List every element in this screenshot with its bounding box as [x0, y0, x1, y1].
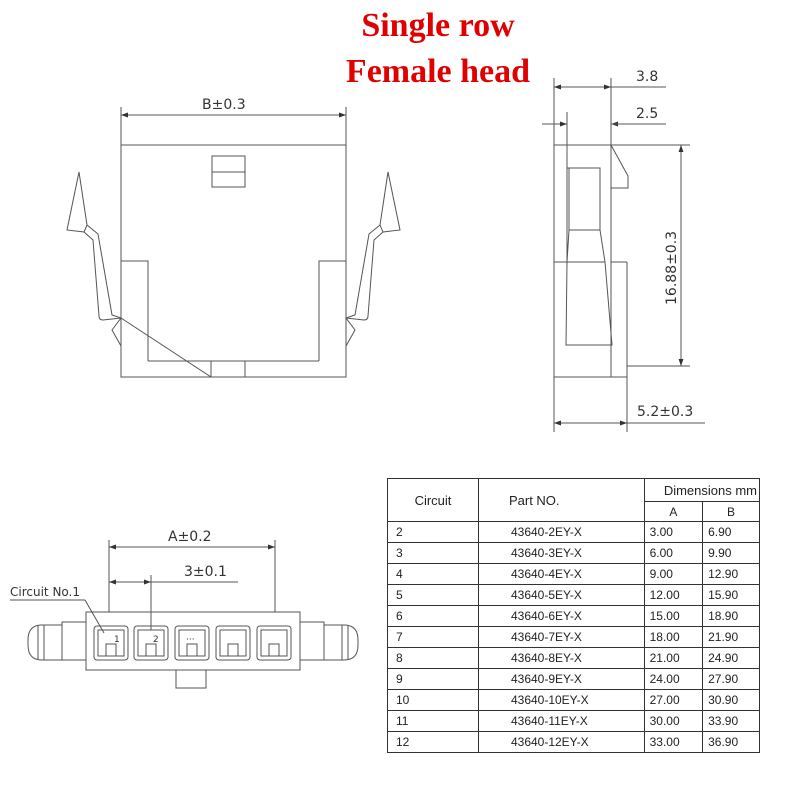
cavity-label-1: 1	[114, 635, 120, 645]
cell-part-no: 43640-4EY-X	[478, 564, 644, 585]
cell-b: 27.90	[703, 669, 760, 690]
cell-a: 3.00	[644, 522, 702, 543]
cell-circuit: 2	[388, 522, 479, 543]
front-dim-b: B±0.3	[202, 97, 246, 113]
cell-b: 15.90	[703, 585, 760, 606]
cell-b: 21.90	[703, 627, 760, 648]
bottom-view	[10, 540, 358, 688]
cavity-label-2: 2	[153, 635, 159, 645]
cell-a: 33.00	[644, 732, 702, 753]
side-dim-inner: 2.5	[636, 106, 659, 122]
cell-b: 30.90	[703, 690, 760, 711]
cell-a: 12.00	[644, 585, 702, 606]
cell-part-no: 43640-5EY-X	[478, 585, 644, 606]
cell-circuit: 6	[388, 606, 479, 627]
table-row	[388, 690, 760, 711]
cell-part-no: 43640-12EY-X	[478, 732, 644, 753]
cell-circuit: 7	[388, 627, 479, 648]
cell-a: 6.00	[644, 543, 702, 564]
cell-part-no: 43640-9EY-X	[478, 669, 644, 690]
cell-circuit: 12	[388, 732, 479, 753]
cell-part-no: 43640-10EY-X	[478, 690, 644, 711]
side-dim-base: 5.2±0.3	[637, 404, 694, 420]
cell-b: 24.90	[703, 648, 760, 669]
table-row	[388, 564, 760, 585]
header-circuit: Circuit	[388, 479, 479, 522]
cell-part-no: 43640-11EY-X	[478, 711, 644, 732]
cell-a: 27.00	[644, 690, 702, 711]
bottom-cavity-4	[216, 626, 250, 660]
table-row	[388, 606, 760, 627]
cell-a: 30.00	[644, 711, 702, 732]
cell-circuit: 4	[388, 564, 479, 585]
cell-b: 33.90	[703, 711, 760, 732]
header-part-no: Part NO.	[478, 479, 644, 522]
cell-part-no: 43640-8EY-X	[478, 648, 644, 669]
bottom-cavity-1	[94, 626, 128, 660]
cell-circuit: 11	[388, 711, 479, 732]
dimensions-table	[387, 478, 760, 753]
cell-b: 9.90	[703, 543, 760, 564]
table-row	[388, 711, 760, 732]
bottom-dim-a: A±0.2	[168, 529, 212, 545]
side-dim-top: 3.8	[636, 69, 659, 85]
cell-a: 18.00	[644, 627, 702, 648]
side-dim-height: 16.88±0.3	[664, 230, 680, 305]
table-row	[388, 522, 760, 543]
header-a: A	[644, 502, 702, 522]
cell-b: 18.90	[703, 606, 760, 627]
bottom-cavity-5	[257, 626, 291, 660]
cell-part-no: 43640-2EY-X	[478, 522, 644, 543]
cell-part-no: 43640-3EY-X	[478, 543, 644, 564]
cell-a: 9.00	[644, 564, 702, 585]
cell-a: 21.00	[644, 648, 702, 669]
table-row	[388, 648, 760, 669]
cell-circuit: 9	[388, 669, 479, 690]
table-row	[388, 669, 760, 690]
bottom-dim-pitch: 3±0.1	[184, 564, 227, 580]
circuit-no-label: Circuit No.1	[10, 585, 80, 599]
side-view	[542, 78, 705, 432]
cell-part-no: 43640-7EY-X	[478, 627, 644, 648]
cavity-label-3: ···	[186, 635, 195, 645]
side-body-outline	[554, 145, 611, 377]
cell-circuit: 8	[388, 648, 479, 669]
front-right-latch	[346, 172, 400, 320]
front-left-latch	[67, 172, 121, 320]
cell-circuit: 5	[388, 585, 479, 606]
header-b: B	[703, 502, 760, 522]
cell-b: 36.90	[703, 732, 760, 753]
table-row	[388, 543, 760, 564]
cell-a: 15.00	[644, 606, 702, 627]
cell-circuit: 3	[388, 543, 479, 564]
front-view	[67, 107, 400, 377]
title-line-2: Female head	[345, 53, 531, 90]
cell-b: 12.90	[703, 564, 760, 585]
cell-b: 6.90	[703, 522, 760, 543]
header-dimensions: Dimensions mm	[644, 479, 759, 502]
table-row	[388, 585, 760, 606]
title-line-1: Single row	[361, 7, 515, 44]
cell-a: 24.00	[644, 669, 702, 690]
table-row	[388, 732, 760, 753]
cell-circuit: 10	[388, 690, 479, 711]
cell-part-no: 43640-6EY-X	[478, 606, 644, 627]
side-latch	[611, 145, 628, 188]
bottom-cavity-2	[134, 626, 168, 660]
table-row	[388, 627, 760, 648]
